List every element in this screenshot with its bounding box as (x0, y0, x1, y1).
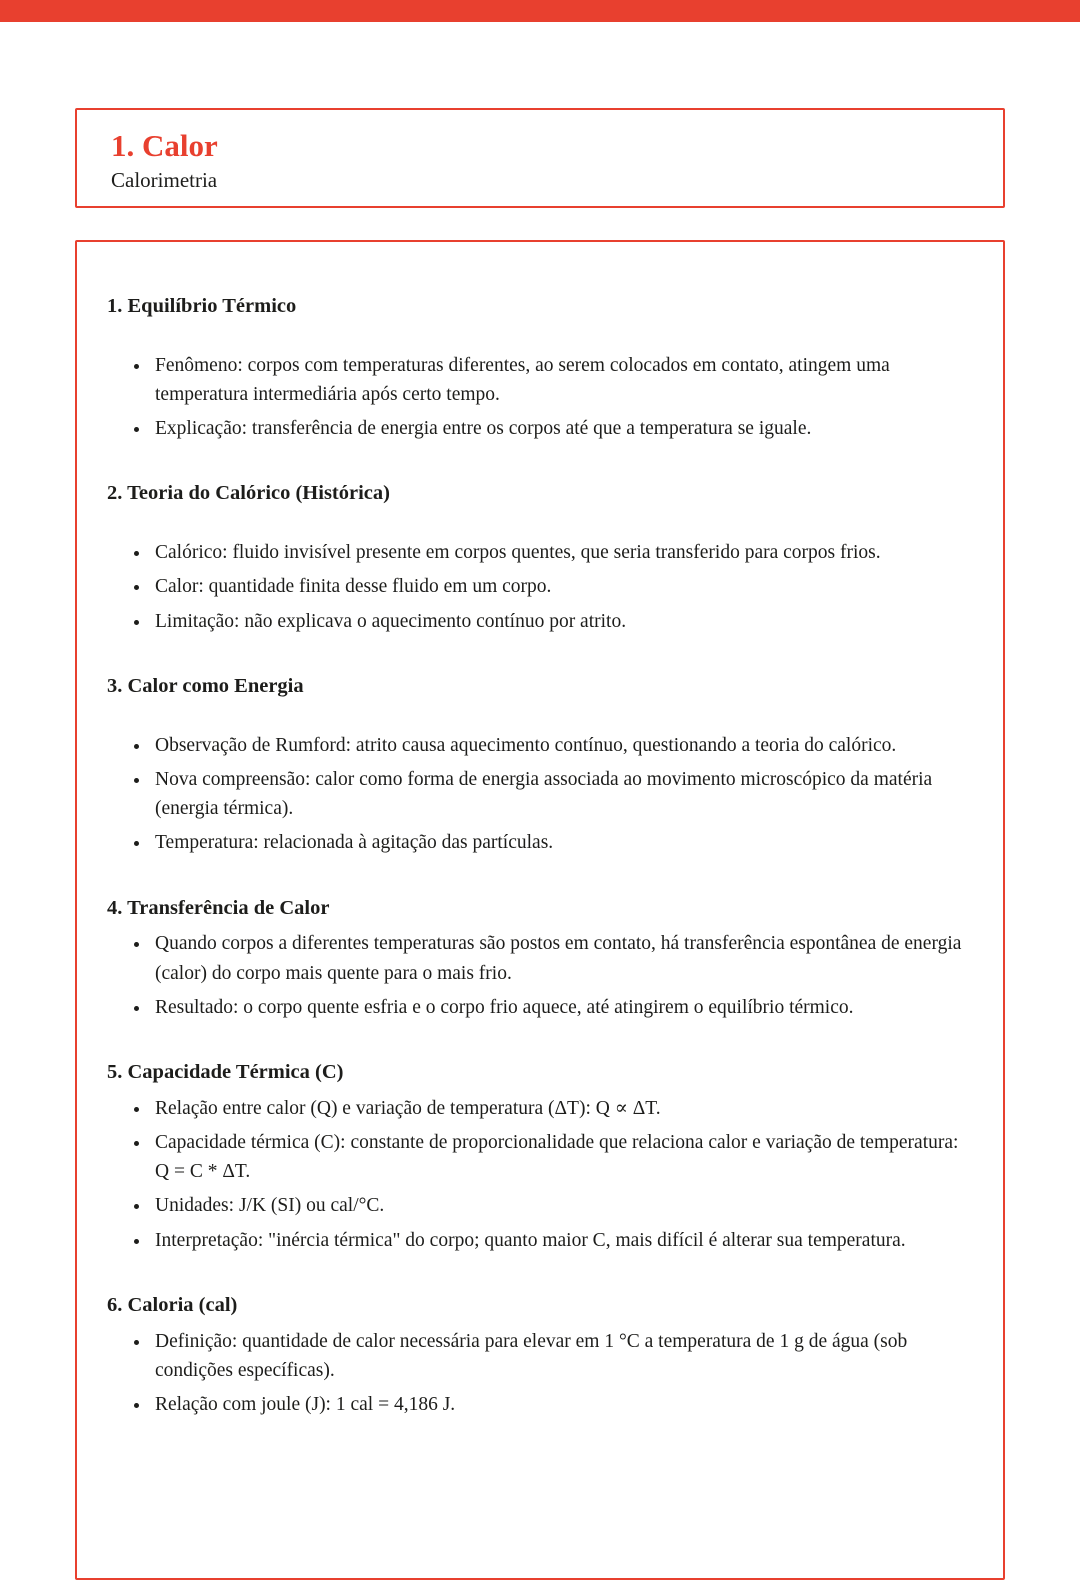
bullet-item: • Observação de Rumford: atrito causa aquecimento contínuo, questionando a teoria do calórico. (151, 731, 963, 760)
bullet-item: • Capacidade térmica (C): constante de proporcionalidade que relaciona calor e variação de temperatura: Q = C * ΔT. (151, 1128, 963, 1187)
bullet-list (107, 538, 963, 636)
section-capacidade-termica (107, 1058, 963, 1255)
bullet-list (107, 731, 963, 858)
bullet-list (107, 351, 963, 444)
section-equilibrio-termico (107, 292, 963, 443)
section-heading: 3. Calor como Energia (107, 674, 304, 697)
bullet-list (107, 1327, 963, 1420)
section-heading: 1. Equilíbrio Térmico (107, 295, 297, 317)
section-calor-como-energia (107, 672, 963, 858)
bullet-item: • Interpretação: "inércia térmica" do corpo; quanto maior C, mais difícil é alterar sua temperatura. (151, 1226, 963, 1255)
title-card (75, 108, 1005, 208)
bullet-item: • Explicação: transferência de energia entre os corpos até que a temperatura se iguale. (151, 414, 963, 443)
bullet-item: • Unidades: J/K (SI) ou cal/°C. (151, 1191, 963, 1220)
bullet-item: • Temperatura: relacionada à agitação das partículas. (151, 828, 963, 857)
top-accent-bar (0, 0, 1080, 22)
section-heading: 6. Caloria (cal) (107, 1293, 238, 1316)
bullet-item: • Calor: quantidade finita desse fluido em um corpo. (151, 572, 963, 601)
section-heading: 4. Transferência de Calor (107, 896, 330, 919)
bullet-item: • Quando corpos a diferentes temperaturas são postos em contato, há transferência espontânea de energia (calor) do corpo mais quente para o mais frio. (151, 929, 963, 988)
bullet-item: • Relação entre calor (Q) e variação de temperatura (ΔT): Q ∝ ΔT. (151, 1094, 963, 1123)
bullet-item: • Nova compreensão: calor como forma de energia associada ao movimento microscópico da matéria (energia térmica). (151, 765, 963, 824)
bullet-item: • Calórico: fluido invisível presente em corpos quentes, que seria transferido para corpos frios. (151, 538, 963, 567)
bullet-item: • Resultado: o corpo quente esfria e o corpo frio aquece, até atingirem o equilíbrio térmico. (151, 993, 963, 1022)
bullet-list (107, 1094, 963, 1255)
section-teoria-do-calorico (107, 479, 963, 635)
bullet-item: • Fenômeno: corpos com temperaturas diferentes, ao serem colocados em contato, atingem uma temperatura intermediária após certo tempo. (151, 351, 963, 410)
section-heading: 2. Teoria do Calórico (Histórica) (107, 482, 390, 505)
section-caloria (107, 1291, 963, 1419)
page-title: 1. Calor (111, 128, 218, 163)
page-subtitle: Calorimetria (111, 167, 218, 192)
content-card (75, 240, 1005, 1580)
bullet-item: • Relação com joule (J): 1 cal = 4,186 J. (151, 1390, 963, 1419)
section-transferencia-de-calor (107, 894, 963, 1022)
section-heading: 5. Capacidade Térmica (C) (107, 1061, 344, 1083)
bullet-list (107, 929, 963, 1022)
bullet-item: • Definição: quantidade de calor necessária para elevar em 1 °C a temperatura de 1 g de água (sob condições específicas). (151, 1327, 963, 1386)
bullet-item: • Limitação: não explicava o aquecimento contínuo por atrito. (151, 607, 963, 636)
